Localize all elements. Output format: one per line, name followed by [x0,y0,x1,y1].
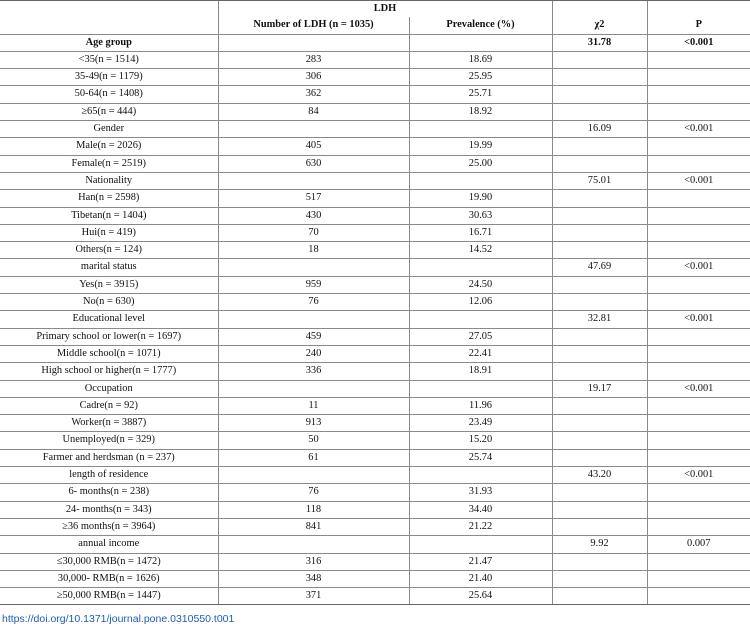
prevalence-value: 24.50 [409,276,552,293]
prevalence-value: 25.00 [409,155,552,172]
table-row [0,363,750,380]
p-value [647,570,750,587]
chi2-value [552,86,647,103]
row-label: marital status [0,259,218,276]
p-value [647,207,750,224]
ldh-count [218,121,409,138]
row-label: <35(n = 1514) [0,51,218,68]
chi2-value [552,570,647,587]
ldh-count: 70 [218,224,409,241]
p-value: <0.001 [647,380,750,397]
header-empty-cell [647,1,750,18]
chi2-value: 16.09 [552,121,647,138]
table-row [0,294,750,311]
row-label: Female(n = 2519) [0,155,218,172]
row-label: Educational level [0,311,218,328]
header-empty-cell [0,1,218,18]
ldh-count: 306 [218,69,409,86]
prevalence-value [409,34,552,51]
row-label: Tibetan(n = 1404) [0,207,218,224]
p-value [647,518,750,535]
row-label: 24- months(n = 343) [0,501,218,518]
p-value [647,155,750,172]
row-label: Cadre(n = 92) [0,397,218,414]
row-label: Hui(n = 419) [0,224,218,241]
prevalence-value: 19.90 [409,190,552,207]
chi2-value [552,518,647,535]
prevalence-value: 21.40 [409,570,552,587]
table-row [0,432,750,449]
prevalence-value: 16.71 [409,224,552,241]
prevalence-value: 30.63 [409,207,552,224]
p-value [647,415,750,432]
table-row [0,259,750,276]
ldh-count: 517 [218,190,409,207]
header-group-ldh: LDH [218,1,552,18]
table-row [0,570,750,587]
p-value: <0.001 [647,467,750,484]
table-row [0,467,750,484]
ldh-count [218,536,409,553]
ldh-count: 118 [218,501,409,518]
prevalence-value: 27.05 [409,328,552,345]
table-row [0,121,750,138]
p-value [647,51,750,68]
prevalence-value: 14.52 [409,242,552,259]
chi2-value [552,432,647,449]
table-row [0,518,750,535]
table-row [0,34,750,51]
row-label: 6- months(n = 238) [0,484,218,501]
row-label: 30,000- RMB(n = 1626) [0,570,218,587]
ldh-count: 405 [218,138,409,155]
chi2-value: 43.20 [552,467,647,484]
row-label: ≤30,000 RMB(n = 1472) [0,553,218,570]
row-label: Occupation [0,380,218,397]
ldh-count: 913 [218,415,409,432]
prevalence-value: 21.22 [409,518,552,535]
row-label: 35-49(n = 1179) [0,69,218,86]
p-value [647,190,750,207]
ldh-count: 76 [218,294,409,311]
p-value [647,484,750,501]
prevalence-value: 25.64 [409,588,552,605]
ldh-count: 630 [218,155,409,172]
header-empty-cell [552,1,647,18]
table-row [0,103,750,120]
ldh-count [218,311,409,328]
row-label: High school or higher(n = 1777) [0,363,218,380]
table-row [0,155,750,172]
ldh-count: 371 [218,588,409,605]
table-row [0,51,750,68]
prevalence-value: 18.69 [409,51,552,68]
chi2-value: 19.17 [552,380,647,397]
ldh-count [218,34,409,51]
row-label: 50-64(n = 1408) [0,86,218,103]
prevalence-value: 23.49 [409,415,552,432]
p-value: <0.001 [647,172,750,189]
ldh-count: 841 [218,518,409,535]
ldh-count: 336 [218,363,409,380]
prevalence-value [409,172,552,189]
ldh-count: 459 [218,328,409,345]
prevalence-value: 11.96 [409,397,552,414]
row-label: Farmer and herdsman (n = 237) [0,449,218,466]
p-value [647,449,750,466]
row-label: Primary school or lower(n = 1697) [0,328,218,345]
prevalence-value: 34.40 [409,501,552,518]
table-row [0,397,750,414]
p-value [647,501,750,518]
table-row [0,345,750,362]
header-prevalence: Prevalence (%) [409,17,552,34]
table-row [0,449,750,466]
row-label: Yes(n = 3915) [0,276,218,293]
ldh-count: 316 [218,553,409,570]
prevalence-value [409,467,552,484]
table-row [0,328,750,345]
prevalence-value [409,121,552,138]
p-value [647,224,750,241]
row-label: Middle school(n = 1071) [0,345,218,362]
ldh-count [218,467,409,484]
chi2-value: 31.78 [552,34,647,51]
row-label: Gender [0,121,218,138]
chi2-value [552,484,647,501]
row-label: Han(n = 2598) [0,190,218,207]
prevalence-value [409,380,552,397]
chi2-value [552,345,647,362]
ldh-count [218,380,409,397]
chi2-value: 32.81 [552,311,647,328]
chi2-value [552,449,647,466]
p-value: <0.001 [647,311,750,328]
table-row [0,172,750,189]
p-value: 0.007 [647,536,750,553]
prevalence-value: 15.20 [409,432,552,449]
chi2-value: 9.92 [552,536,647,553]
ldh-count: 430 [218,207,409,224]
chi2-value: 75.01 [552,172,647,189]
row-label: ≥36 months(n = 3964) [0,518,218,535]
chi2-value [552,155,647,172]
prevalence-value: 19.99 [409,138,552,155]
table-row [0,536,750,553]
prevalence-value: 31.93 [409,484,552,501]
table-row [0,380,750,397]
chi2-value [552,501,647,518]
table-row [0,242,750,259]
chi2-value [552,294,647,311]
chi2-value [552,276,647,293]
table-row [0,311,750,328]
ldh-count: 959 [218,276,409,293]
chi2-value [552,397,647,414]
chi2-value [552,207,647,224]
prevalence-value [409,259,552,276]
chi2-value [552,363,647,380]
prevalence-value: 21.47 [409,553,552,570]
p-value: <0.001 [647,259,750,276]
prevalence-value: 18.91 [409,363,552,380]
table-row [0,138,750,155]
p-value [647,86,750,103]
row-label: annual income [0,536,218,553]
chi2-value [552,553,647,570]
header-number: Number of LDH (n = 1035) [218,17,409,34]
table-row [0,501,750,518]
prevalence-value: 22.41 [409,345,552,362]
ldh-count: 18 [218,242,409,259]
p-value [647,69,750,86]
row-label: Age group [0,34,218,51]
chi2-value: 47.69 [552,259,647,276]
table-row [0,224,750,241]
table-row [0,588,750,605]
prevalence-value [409,311,552,328]
row-label: Male(n = 2026) [0,138,218,155]
ldh-count: 76 [218,484,409,501]
prevalence-value: 25.71 [409,86,552,103]
chi2-value [552,51,647,68]
table-row [0,190,750,207]
prevalence-value: 25.74 [409,449,552,466]
ldh-count: 84 [218,103,409,120]
row-label: No(n = 630) [0,294,218,311]
p-value [647,588,750,605]
p-value [647,363,750,380]
ldh-count: 11 [218,397,409,414]
chi2-value [552,224,647,241]
chi2-value [552,69,647,86]
ldh-count: 240 [218,345,409,362]
chi2-value [552,138,647,155]
row-label: Unemployed(n = 329) [0,432,218,449]
chi2-value [552,242,647,259]
table-row [0,415,750,432]
row-label: ≥50,000 RMB(n = 1447) [0,588,218,605]
header-chi2: χ2 [552,17,647,34]
table-row [0,207,750,224]
ldh-count [218,172,409,189]
ldh-count: 362 [218,86,409,103]
table-row [0,484,750,501]
prevalence-value: 12.06 [409,294,552,311]
chi2-value [552,415,647,432]
p-value [647,432,750,449]
chi2-value [552,588,647,605]
header-row-group [0,1,750,18]
table-row [0,553,750,570]
ldh-count [218,259,409,276]
p-value: <0.001 [647,121,750,138]
p-value [647,397,750,414]
row-label: Worker(n = 3887) [0,415,218,432]
table-row [0,69,750,86]
p-value [647,138,750,155]
chi2-value [552,103,647,120]
p-value [647,294,750,311]
header-row-columns [0,17,750,34]
row-label: Nationality [0,172,218,189]
row-label: ≥65(n = 444) [0,103,218,120]
chi2-value [552,190,647,207]
table-row [0,86,750,103]
ldh-count: 348 [218,570,409,587]
prevalence-value [409,536,552,553]
ldh-count: 283 [218,51,409,68]
row-label: length of residence [0,467,218,484]
header-empty-cell [0,17,218,34]
header-p: P [647,17,750,34]
row-label: Others(n = 124) [0,242,218,259]
p-value [647,553,750,570]
p-value [647,345,750,362]
p-value [647,103,750,120]
p-value [647,328,750,345]
prevalence-value: 18.92 [409,103,552,120]
p-value [647,242,750,259]
table-row [0,276,750,293]
p-value: <0.001 [647,34,750,51]
doi-link[interactable]: https://doi.org/10.1371/journal.pone.0310550.t001 [2,613,235,625]
p-value [647,276,750,293]
prevalence-value: 25.95 [409,69,552,86]
ldh-count: 50 [218,432,409,449]
ldh-count: 61 [218,449,409,466]
chi2-value [552,328,647,345]
